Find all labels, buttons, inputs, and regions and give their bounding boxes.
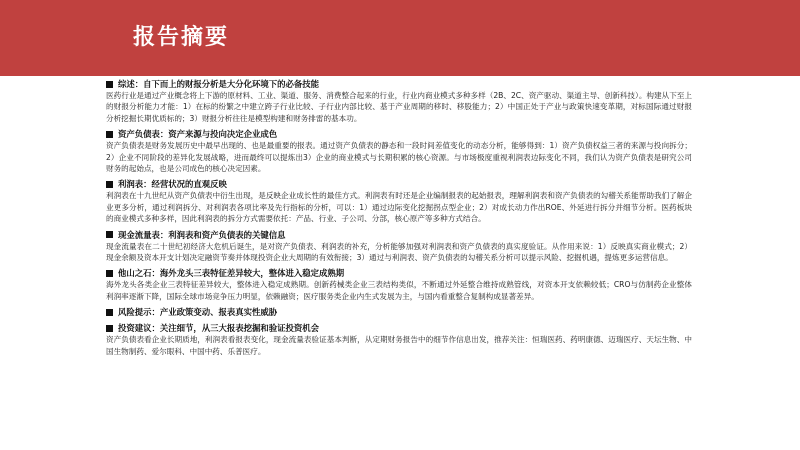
section-body: 利润表在十九世纪从资产负债表中衍生出现，是反映企业成长性的最佳方式。利润表有时还是企业编制报表的起始报表，理解利润表和资产负债表的勾稽关系能帮助我们了解企业更多分析，通过利润拆分、对利润表各项比率及先行指标的分析，可以：1）通过边际变化挖掘拐点型企业；2）对成长动力作出ROE、外延进行拆分并细节分析。医药板块的商业模式多种多样，因此利润表的拆分方式需要依托：产品、行业、子公司、分部，核心原产等多种方式结合。 — [106, 191, 692, 224]
section-heading — [106, 79, 692, 90]
section-body: 资产负债表看企业长期质地，利润表看报表变化，现金流量表验证基本判断，从定期财务报告中的细节作信息出发，推荐关注：恒瑞医药、药明康德、迈瑞医疗、天坛生物、中国生物制药、爱尔眼科、中国中药、乐普医疗。 — [106, 335, 692, 356]
section-heading — [106, 268, 692, 279]
section-body: 海外龙头各类企业三表特征差异较大，整体进入稳定成熟期。创新药械类企业三表结构类似，不断通过外延整合维持成熟管线，对资本开支依赖较低；CRO与仿制药企业整体利润率逐渐下降，国际全球市场竞争压力明显，依赖融资；医疗服务类企业内生式发展为主，与国内看重整合复制构成显著差异。 — [106, 280, 692, 301]
square-bullet-icon — [106, 231, 113, 238]
square-bullet-icon — [106, 270, 113, 277]
section-heading — [106, 307, 692, 318]
section-balance-sheet — [106, 129, 692, 174]
section-risk — [106, 307, 692, 318]
section-heading-text: 资产负债表：资产来源与投向决定企业成色 — [118, 129, 278, 140]
square-bullet-icon — [106, 309, 113, 316]
section-overseas — [106, 268, 692, 302]
square-bullet-icon — [106, 181, 113, 188]
section-heading — [106, 179, 692, 190]
section-heading — [106, 129, 692, 140]
section-heading-text: 他山之石：海外龙头三表特征差异较大，整体进入稳定成熟期 — [118, 268, 345, 279]
square-bullet-icon — [106, 81, 113, 88]
section-body: 医药行业是通过产业概念将上下游的原材料、工业、渠道、服务、消费整合起来的行业，行业内商业模式多种多样（2B、2C、资产驱动、渠道主导、创新科技）。构建从下至上的财报分析能力才能：1）在标的纷繁之中建立跨子行业比较、子行业内部比较、基于产业周期的移时、移股能力；2）中国正处于产业与政策快速变革期，对标国际通过财报分析挖掘长期优质标的；3）财报分析往往是模型构建和财务排雷的基本功。 — [106, 91, 692, 123]
section-body: 资产负债表是财务发展历史中最早出现的、也是最重要的报表。通过资产负债表的静态和一段时间差值变化的动态分析，能够得到：1）资产负债权益三者的来源与投向拆分；2）企业不同阶段的差异化发展战略，进而最终可以提炼出3）企业的商业模式与长期积累的核心资源。与市场极度重视利润表边际变化不同，我们认为资产负债表是研究公司财务的起始点，也是公司成色的核心决定因素。 — [106, 141, 692, 174]
page-title: 报告摘要 — [133, 25, 230, 50]
section-heading-text: 现金流量表：利润表和资产负债表的关键信息 — [118, 229, 286, 240]
square-bullet-icon — [106, 325, 113, 332]
section-heading-text: 利润表：经营状况的直观反映 — [118, 179, 227, 190]
header-banner — [0, 0, 800, 76]
summary-content — [106, 79, 692, 362]
section-body: 现金流量表在二十世纪初经济大危机后诞生，是对资产负债表、利润表的补充，分析能够加强对利润表和资产负债表的真实度验证。从作用来说：1）反映真实商业模式；2）现金余额及资本开支计划决定融资节奏并体现投资企业大周期的有效衔接；3）通过与利润表、资产负债表的勾稽关系分析可以提示风险、挖掘机遇，提炼更多运营信息。 — [106, 241, 692, 263]
section-heading — [106, 323, 692, 334]
section-cash-flow — [106, 230, 692, 264]
section-heading-text: 投资建议：关注细节，从三大报表挖掘和验证投资机会 — [118, 323, 319, 334]
section-heading-text: 风险提示：产业政策变动、报表真实性威胁 — [118, 307, 278, 318]
section-investment — [106, 323, 692, 357]
section-heading — [106, 230, 692, 241]
square-bullet-icon — [106, 131, 113, 138]
section-income-statement — [106, 179, 692, 224]
section-heading-text: 综述：自下而上的财报分析是大分化环境下的必备技能 — [118, 79, 319, 89]
section-overview — [106, 79, 692, 124]
